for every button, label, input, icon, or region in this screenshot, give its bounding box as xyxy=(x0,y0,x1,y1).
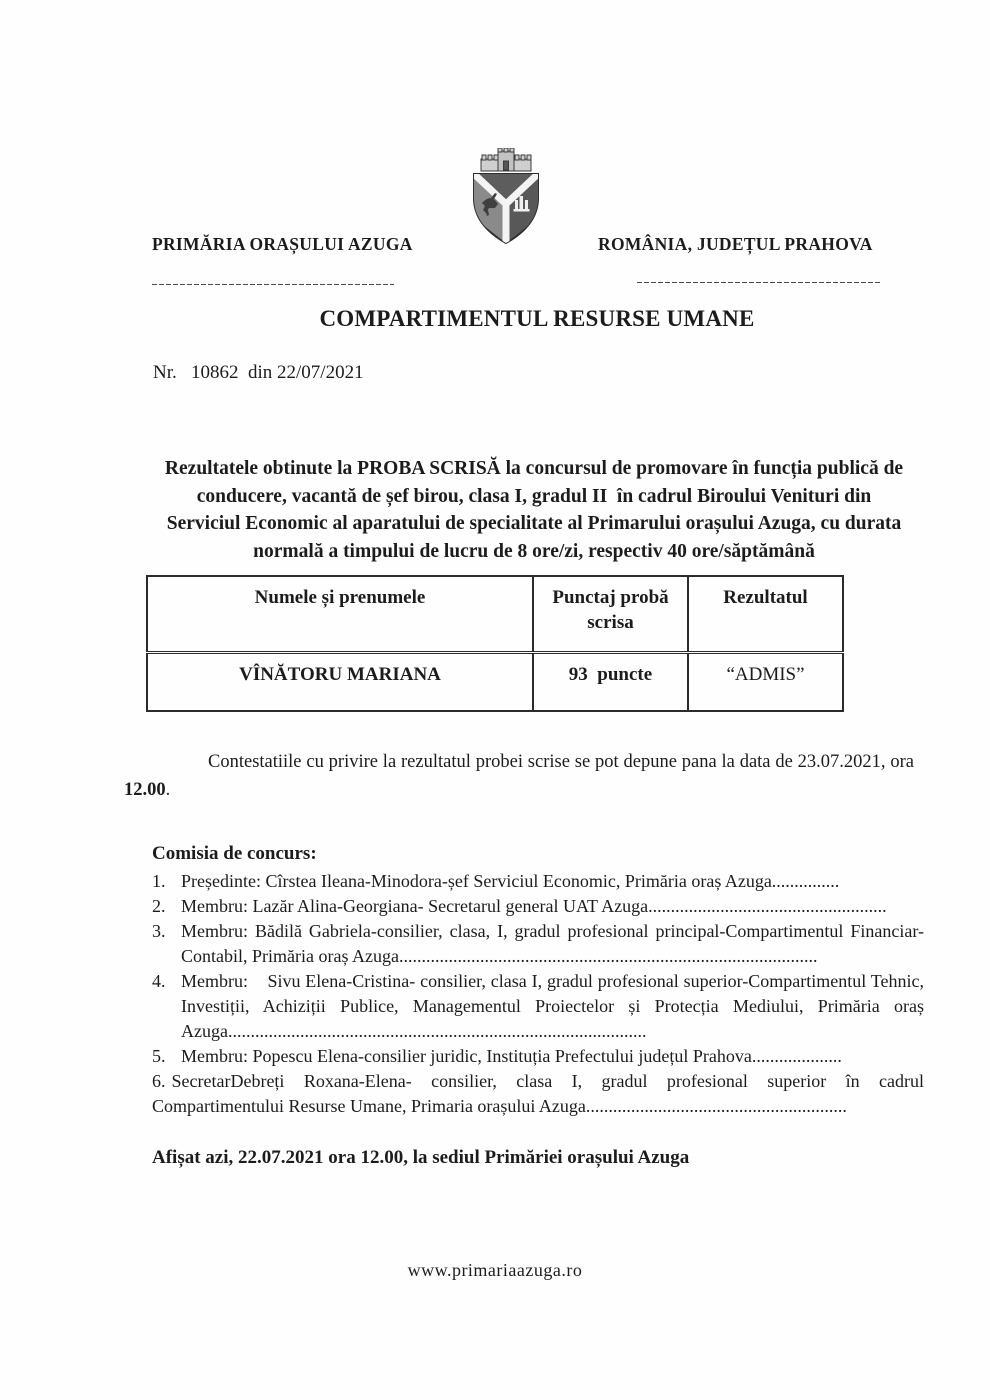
item-number: 4. xyxy=(152,971,166,991)
item-text: Membru: Lazăr Alina-Georgiana- Secretarul general UAT Azuga..................................................... xyxy=(181,896,887,916)
contestation-paragraph xyxy=(124,748,914,804)
commission-heading: Comisia de concurs: xyxy=(152,843,317,864)
item-text: Președinte: Cîrstea Ileana-Minodora-șef Serviciul Economic, Primăria oraș Azuga............... xyxy=(181,871,840,891)
column-header-result: Rezultatul xyxy=(688,576,843,653)
commission-member-3 xyxy=(152,919,924,969)
item-text: Membru: Sivu Elena-Cristina- consilier, clasa I, gradul profesional superior-Compartimentul Tehnic, Investiții, Achiziții Publice, Managementul Proiectelor și Protecția Mediului, Primăria oraș Azuga............................................................................................. xyxy=(181,971,924,1041)
page-title: COMPARTIMENTUL RESURSE UMANE xyxy=(319,306,755,331)
commission-member-6 xyxy=(152,1069,924,1119)
item-number: 2. xyxy=(152,896,166,916)
commission-section xyxy=(152,843,924,1119)
azuga-coat-of-arms-icon xyxy=(467,148,545,245)
table-header-row xyxy=(147,576,843,653)
org-name-left: PRIMĂRIA ORAȘULUI AZUGA xyxy=(152,234,413,254)
item-number: 3. xyxy=(152,921,166,941)
contestation-deadline-time: 12.00 xyxy=(124,780,166,800)
candidate-score: 93 puncte xyxy=(533,653,688,712)
item-text: Membru: Popescu Elena-consilier juridic, Instituția Prefectului județul Prahova.................... xyxy=(181,1046,842,1066)
item-text: SecretarDebreți Roxana-Elena- consilier, clasa I, gradul profesional superior în cadrul Compartimentului Resurse Umane, Primaria orașului Azuga.......................................................... xyxy=(152,1071,924,1116)
item-text: Membru: Bădilă Gabriela-consilier, clasa, I, gradul profesional principal-Compartimentul Financiar-Contabil, Primăria oraș Azuga............................................................................................. xyxy=(181,921,924,966)
column-header-score: Punctaj probă scrisa xyxy=(533,576,688,653)
header-rule-left xyxy=(152,283,394,286)
org-name-right: ROMÂNIA, JUDEȚUL PRAHOVA xyxy=(598,234,873,254)
contestation-suffix: . xyxy=(165,780,171,800)
posted-line: Afișat azi, 22.07.2021 ora 12.00, la sediul Primăriei orașului Azuga xyxy=(152,1147,690,1168)
candidate-name: VÎNĂTORU MARIANA xyxy=(147,653,533,712)
commission-member-1 xyxy=(152,869,924,894)
results-table xyxy=(146,575,844,712)
contestation-text: Contestatiile cu privire la rezultatul probei scrise se pot depune pana la data de 23.07.2021, ora xyxy=(208,752,914,772)
item-number: 1. xyxy=(152,871,166,891)
table-row xyxy=(147,653,843,712)
column-header-name: Numele și prenumele xyxy=(147,576,533,653)
item-number: 5. xyxy=(152,1046,166,1066)
website-url: www.primariaazuga.ro xyxy=(407,1260,583,1280)
commission-member-5 xyxy=(152,1044,924,1069)
commission-member-4 xyxy=(152,969,924,1044)
header-rule-right xyxy=(637,281,881,284)
item-number: 6. xyxy=(152,1071,166,1091)
commission-member-2 xyxy=(152,894,924,919)
candidate-result: “ADMIS” xyxy=(688,653,843,712)
reference-number: Nr. 10862 din 22/07/2021 xyxy=(153,362,364,383)
intro-paragraph: Rezultatele obtinute la PROBA SCRISĂ la concursul de promovare în funcția publică de conducere, vacantă de șef birou, clasa I, gradul II în cadrul Biroului Venituri din Serviciul Economic al aparatului de specialitate al Primarului orașului Azuga, cu durata normală a timpului de lucru de 8 ore/zi, respectiv 40 ore/săptămână xyxy=(164,458,904,562)
